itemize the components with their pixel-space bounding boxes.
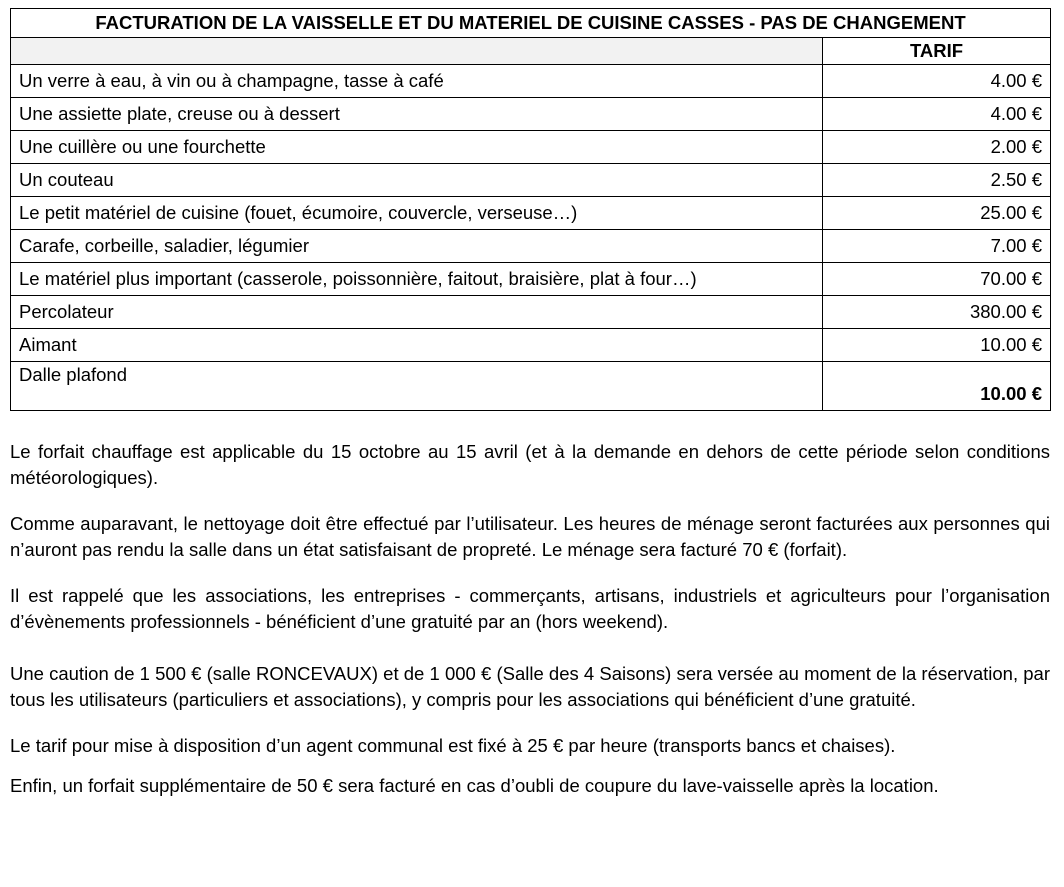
document — [10, 8, 1050, 799]
item-label: Percolateur — [11, 296, 823, 329]
table-row — [11, 131, 1051, 164]
table-header-row — [11, 38, 1051, 65]
item-price: 25.00 € — [823, 197, 1051, 230]
table-row — [11, 263, 1051, 296]
cleaning-paragraph: Comme auparavant, le nettoyage doit être effectué par l’utilisateur. Les heures de ménage seront facturées aux personnes qui n’auront pas rendu la salle dans un état satisfaisant de propreté. Le ménage sera facturé 70 € (forfait). — [10, 513, 1050, 560]
table-row — [11, 197, 1051, 230]
item-label: Un couteau — [11, 164, 823, 197]
heating-paragraph: Le forfait chauffage est applicable du 15 octobre au 15 avril (et à la demande en dehors de cette période selon conditions météorologiques). — [10, 441, 1050, 488]
item-price: 2.00 € — [823, 131, 1051, 164]
item-price: 380.00 € — [823, 296, 1051, 329]
table-row — [11, 98, 1051, 131]
table-row — [11, 362, 1051, 411]
item-label: Le matériel plus important (casserole, poissonnière, faitout, braisière, plat à four…) — [11, 263, 823, 296]
item-price: 4.00 € — [823, 65, 1051, 98]
header-empty-cell — [11, 38, 823, 65]
table-row — [11, 329, 1051, 362]
item-price: 4.00 € — [823, 98, 1051, 131]
item-label: Aimant — [11, 329, 823, 362]
item-label: Le petit matériel de cuisine (fouet, écumoire, couvercle, verseuse…) — [11, 197, 823, 230]
deposit-paragraph: Une caution de 1 500 € (salle RONCEVAUX) et de 1 000 € (Salle des 4 Saisons) sera versée au moment de la réservation, par tous les utilisateurs (particuliers et associations), y compris pour les associations qui bénéficient d’une gratuité. — [10, 663, 1050, 710]
item-label: Une assiette plate, creuse ou à dessert — [11, 98, 823, 131]
item-price: 10.00 € — [823, 362, 1051, 411]
tarif-table — [10, 8, 1051, 411]
table-row — [11, 65, 1051, 98]
item-label: Dalle plafond — [11, 362, 823, 411]
table-row — [11, 296, 1051, 329]
table-title: FACTURATION DE LA VAISSELLE ET DU MATERIEL DE CUISINE CASSES - PAS DE CHANGEMENT — [11, 9, 1051, 38]
tarif-column-header: TARIF — [823, 38, 1051, 65]
item-price: 10.00 € — [823, 329, 1051, 362]
free-use-paragraph: Il est rappelé que les associations, les entreprises - commerçants, artisans, industriels et agriculteurs pour l’organisation d’évènements professionnels - bénéficient d’une gratuité par an (hors weekend). — [10, 585, 1050, 632]
item-label: Carafe, corbeille, saladier, légumier — [11, 230, 823, 263]
agent-rate-paragraph: Le tarif pour mise à disposition d’un agent communal est fixé à 25 € par heure (transports bancs et chaises). — [10, 735, 896, 756]
item-price: 7.00 € — [823, 230, 1051, 263]
dishwasher-fee-paragraph: Enfin, un forfait supplémentaire de 50 € sera facturé en cas d’oubli de coupure du lave-vaisselle après la location. — [10, 775, 939, 796]
table-row — [11, 164, 1051, 197]
item-label: Une cuillère ou une fourchette — [11, 131, 823, 164]
item-price: 70.00 € — [823, 263, 1051, 296]
table-row — [11, 230, 1051, 263]
table-title-row — [11, 9, 1051, 38]
item-label: Un verre à eau, à vin ou à champagne, tasse à café — [11, 65, 823, 98]
item-price: 2.50 € — [823, 164, 1051, 197]
